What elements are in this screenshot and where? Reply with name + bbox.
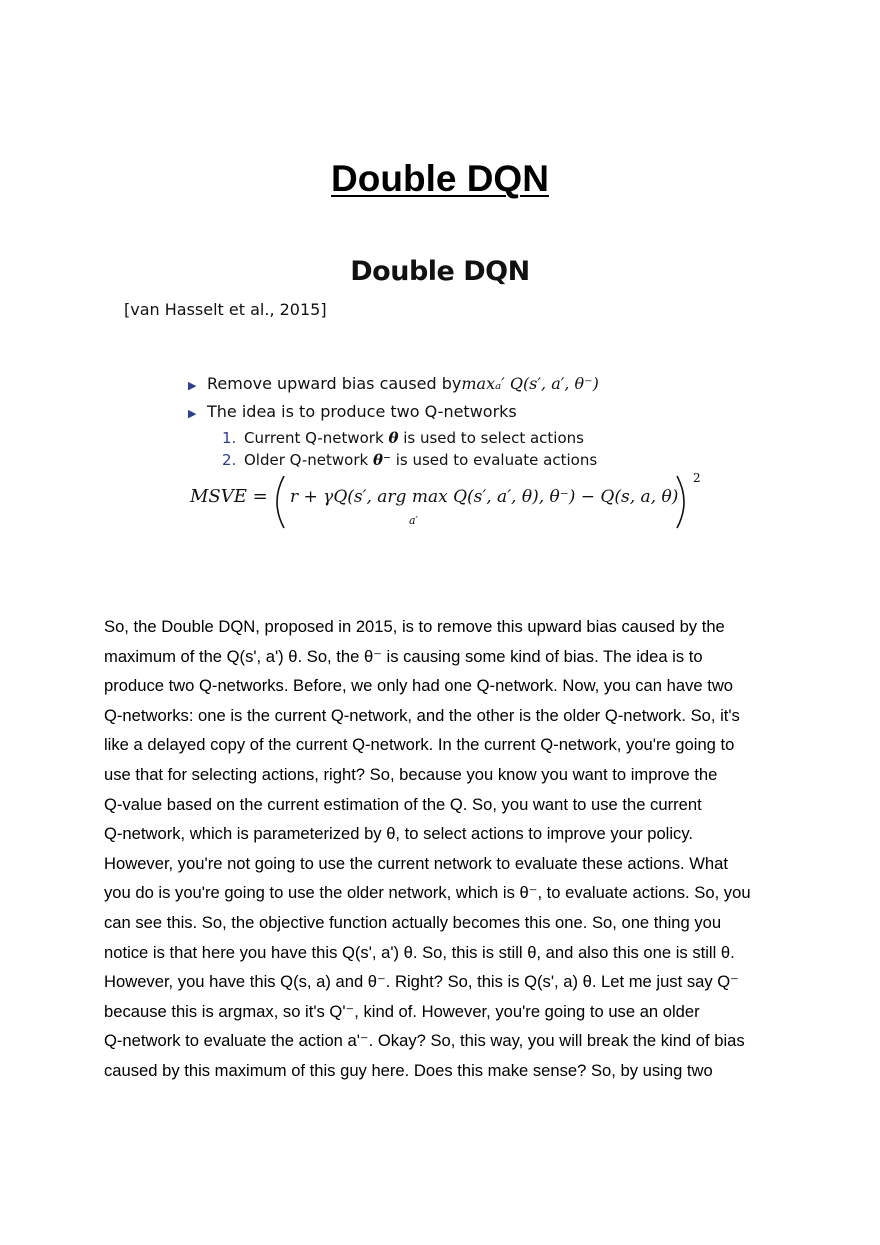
formula-body: r + γQ(s′, arg max Q(s′, a′, θ), θ⁻) − Q(s, a, θ) [290, 487, 679, 507]
bullet-text: Remove upward bias caused by [207, 374, 462, 393]
bullet-text: The idea is to produce two Q-networks [207, 402, 517, 421]
slide-sub-list [188, 427, 599, 471]
paragraph-line: produce two Q-networks. Before, we only had one Q-network. Now, you can have two [104, 676, 734, 696]
slide-image [104, 240, 776, 560]
paragraph-line: However, you're not going to use the current network to evaluate these actions. What [104, 853, 728, 873]
slide-bullet [188, 371, 599, 399]
paragraph-line: maximum of the Q(s', a') θ. So, the θ⁻ is causing some kind of bias. The idea is to [104, 646, 703, 666]
formula-argmax-subscript: a′ [409, 514, 419, 527]
sub-item-math: θ⁻ [372, 451, 391, 469]
formula-exponent: 2 [693, 471, 701, 485]
slide-bullet [188, 399, 599, 427]
sub-item-text: Older Q-network [244, 451, 373, 469]
sub-item-text: is used to evaluate actions [390, 451, 598, 469]
slide-title: Double DQN [350, 256, 530, 287]
msve-formula [188, 468, 708, 532]
slide-sub-item [222, 427, 599, 449]
triangle-bullet-icon: ▶ [188, 407, 197, 420]
transcript-paragraph [104, 612, 776, 1086]
paragraph-line: you do is you're going to use the older network, which is θ⁻, to evaluate actions. So, you [104, 883, 751, 903]
paragraph-line: So, the Double DQN, proposed in 2015, is to remove this upward bias caused by the [104, 617, 725, 636]
paragraph-line: use that for selecting actions, right? So, because you know you want to improve the [104, 764, 718, 784]
paragraph-line: Q-network to evaluate the action a'⁻. Okay? So, this way, you will break the kind of bias [104, 1031, 745, 1051]
slide-citation: [van Hasselt et al., 2015] [124, 300, 327, 319]
slide-bullet-list [188, 371, 599, 471]
sub-item-math: θ [388, 429, 399, 447]
sub-item-text: Current Q-network [244, 429, 389, 447]
formula-left-paren [277, 476, 284, 528]
paragraph-line: can see this. So, the objective function actually becomes this one. So, one thing you [104, 912, 722, 932]
page-title: Double DQN [331, 158, 549, 199]
paragraph-line: Q-network, which is parameterized by θ, to select actions to improve your policy. [104, 824, 694, 844]
formula-lhs: MSVE = [190, 486, 268, 507]
sub-item-number: 2. [222, 451, 237, 469]
triangle-bullet-icon: ▶ [188, 379, 197, 392]
paragraph-line: notice is that here you have this Q(s', a') θ. So, this is still θ, and also this one is still θ. [104, 942, 735, 962]
bullet-math: maxₐ′ Q(s′, a′, θ⁻) [461, 374, 599, 393]
paragraph-line: Q-networks: one is the current Q-network, and the other is the older Q-network. So, it's [104, 705, 740, 725]
paragraph-line: caused by this maximum of this guy here. Does this make sense? So, by using two [104, 1060, 713, 1080]
paragraph-line: However, you have this Q(s, a) and θ⁻. Right? So, this is Q(s', a) θ. Let me just say Q⁻ [104, 972, 739, 992]
paragraph-line: like a delayed copy of the current Q-network. In the current Q-network, you're going to [104, 735, 735, 755]
paragraph-line: Q-value based on the current estimation of the Q. So, you want to use the current [104, 794, 702, 814]
sub-item-number: 1. [222, 429, 237, 447]
paragraph-line: because this is argmax, so it's Q'⁻, kind of. However, you're going to use an older [104, 1001, 700, 1021]
sub-item-text: is used to select actions [398, 429, 584, 447]
